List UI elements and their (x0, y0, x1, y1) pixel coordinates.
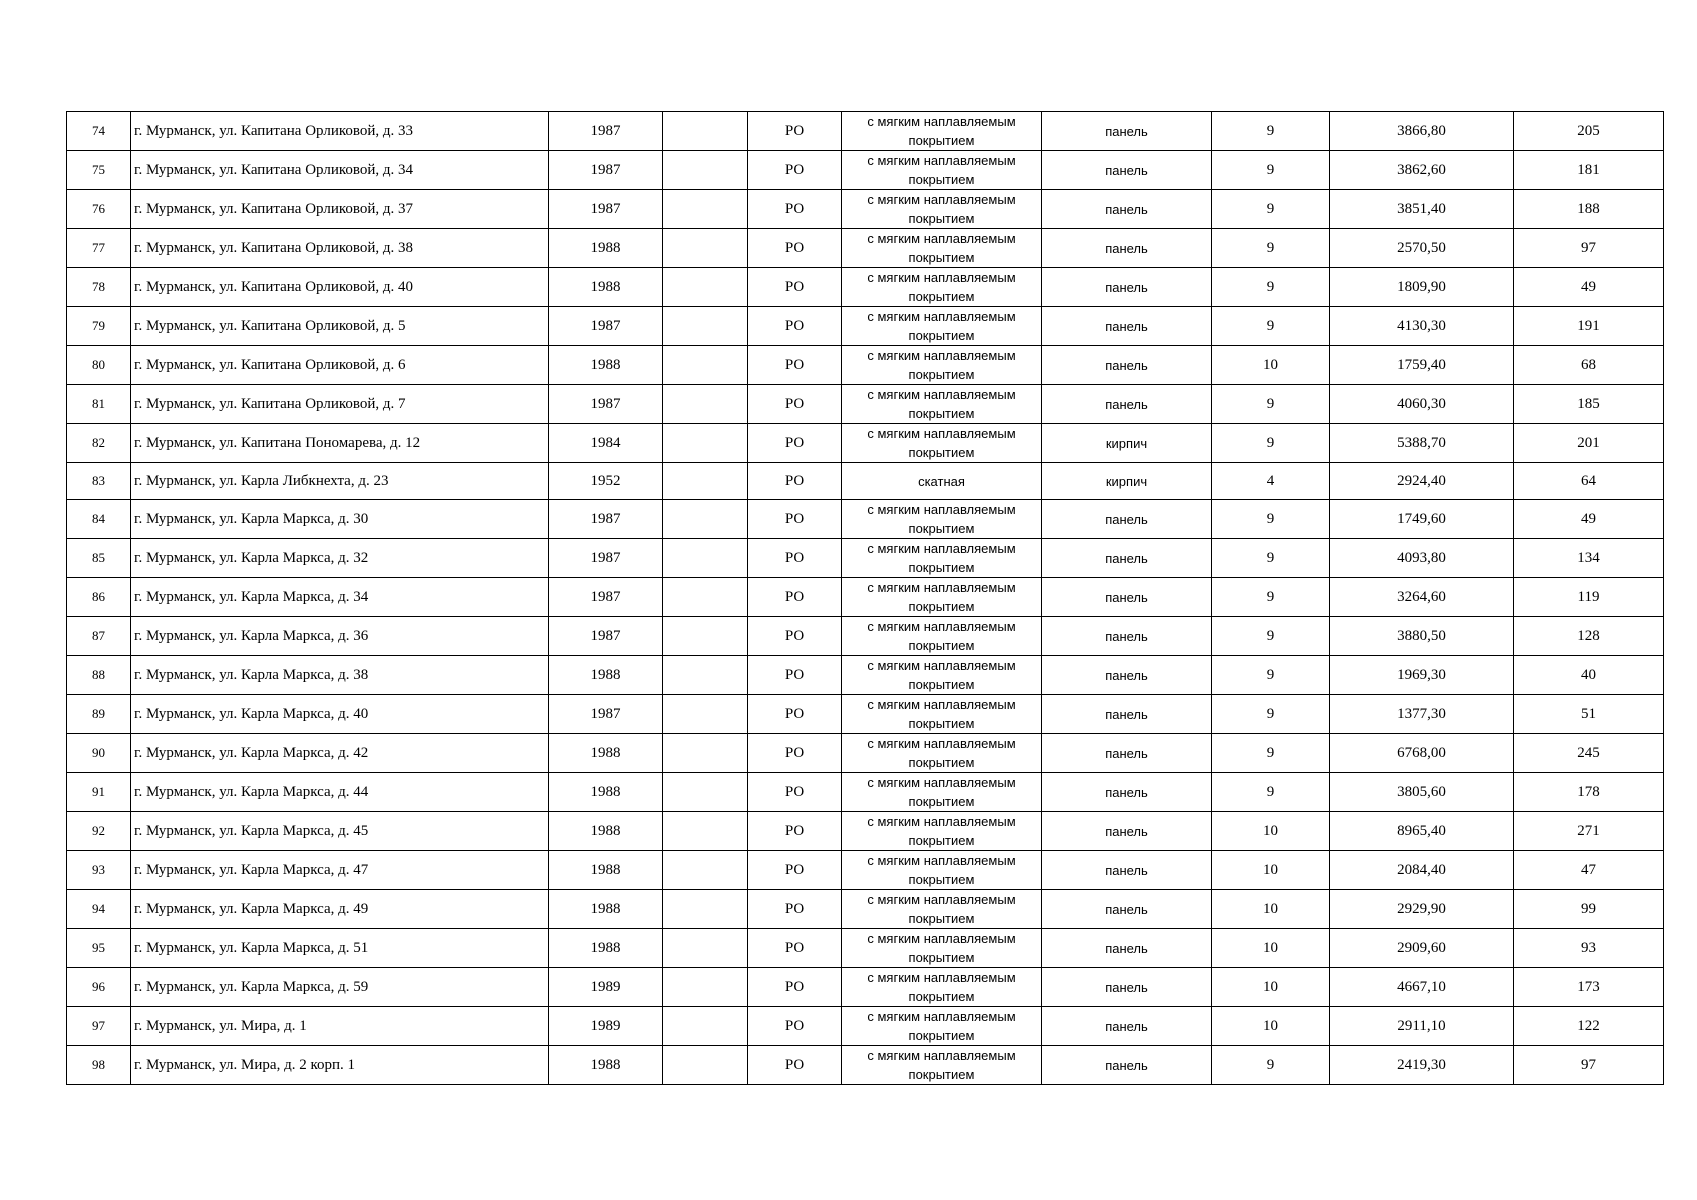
fund-method-cell: РО (748, 1007, 842, 1046)
roof-type-cell: с мягким наплавляемым покрытием (842, 539, 1042, 578)
year-cell: 1989 (549, 968, 663, 1007)
roof-type-cell: с мягким наплавляемым покрытием (842, 112, 1042, 151)
roof-type-cell: с мягким наплавляемым покрытием (842, 307, 1042, 346)
empty-cell (663, 307, 748, 346)
roof-type-cell: с мягким наплавляемым покрытием (842, 812, 1042, 851)
table-row (67, 890, 1664, 929)
address-cell: г. Мурманск, ул. Карла Маркса, д. 59 (131, 968, 549, 1007)
fund-method-cell: РО (748, 539, 842, 578)
table-row (67, 773, 1664, 812)
table-row (67, 385, 1664, 424)
area-cell: 1377,30 (1330, 695, 1514, 734)
roof-type-cell: с мягким наплавляемым покрытием (842, 268, 1042, 307)
table-row (67, 463, 1664, 500)
area-cell: 2909,60 (1330, 929, 1514, 968)
address-cell: г. Мурманск, ул. Карла Маркса, д. 40 (131, 695, 549, 734)
fund-method-cell: РО (748, 578, 842, 617)
table-row (67, 851, 1664, 890)
wall-material-cell: кирпич (1042, 463, 1212, 500)
fund-method-cell: РО (748, 656, 842, 695)
count-cell: 245 (1514, 734, 1664, 773)
table-row (67, 929, 1664, 968)
year-cell: 1988 (549, 229, 663, 268)
address-cell: г. Мурманск, ул. Карла Маркса, д. 34 (131, 578, 549, 617)
row-number-cell: 97 (67, 1007, 131, 1046)
count-cell: 201 (1514, 424, 1664, 463)
area-cell: 4130,30 (1330, 307, 1514, 346)
wall-material-cell: панель (1042, 307, 1212, 346)
address-cell: г. Мурманск, ул. Карла Маркса, д. 47 (131, 851, 549, 890)
wall-material-cell: панель (1042, 346, 1212, 385)
row-number-cell: 98 (67, 1046, 131, 1085)
row-number-cell: 92 (67, 812, 131, 851)
year-cell: 1988 (549, 268, 663, 307)
row-number-cell: 75 (67, 151, 131, 190)
fund-method-cell: РО (748, 929, 842, 968)
floors-cell: 9 (1212, 190, 1330, 229)
wall-material-cell: панель (1042, 617, 1212, 656)
wall-material-cell: панель (1042, 229, 1212, 268)
table-row (67, 656, 1664, 695)
fund-method-cell: РО (748, 112, 842, 151)
year-cell: 1988 (549, 734, 663, 773)
year-cell: 1987 (549, 617, 663, 656)
count-cell: 97 (1514, 1046, 1664, 1085)
table-row (67, 190, 1664, 229)
fund-method-cell: РО (748, 812, 842, 851)
floors-cell: 4 (1212, 463, 1330, 500)
address-cell: г. Мурманск, ул. Карла Маркса, д. 32 (131, 539, 549, 578)
roof-type-cell: с мягким наплавляемым покрытием (842, 773, 1042, 812)
floors-cell: 9 (1212, 539, 1330, 578)
fund-method-cell: РО (748, 890, 842, 929)
floors-cell: 10 (1212, 1007, 1330, 1046)
fund-method-cell: РО (748, 190, 842, 229)
fund-method-cell: РО (748, 773, 842, 812)
floors-cell: 10 (1212, 890, 1330, 929)
floors-cell: 10 (1212, 929, 1330, 968)
empty-cell (663, 968, 748, 1007)
fund-method-cell: РО (748, 346, 842, 385)
fund-method-cell: РО (748, 968, 842, 1007)
wall-material-cell: панель (1042, 112, 1212, 151)
count-cell: 49 (1514, 268, 1664, 307)
table-row (67, 617, 1664, 656)
roof-type-cell: с мягким наплавляемым покрытием (842, 695, 1042, 734)
table-row (67, 112, 1664, 151)
wall-material-cell: панель (1042, 968, 1212, 1007)
empty-cell (663, 229, 748, 268)
floors-cell: 9 (1212, 578, 1330, 617)
floors-cell: 10 (1212, 968, 1330, 1007)
empty-cell (663, 890, 748, 929)
roof-type-cell: с мягким наплавляемым покрытием (842, 151, 1042, 190)
row-number-cell: 77 (67, 229, 131, 268)
count-cell: 64 (1514, 463, 1664, 500)
floors-cell: 9 (1212, 424, 1330, 463)
roof-type-cell: с мягким наплавляемым покрытием (842, 229, 1042, 268)
area-cell: 2911,10 (1330, 1007, 1514, 1046)
table-row (67, 500, 1664, 539)
row-number-cell: 87 (67, 617, 131, 656)
wall-material-cell: панель (1042, 500, 1212, 539)
floors-cell: 9 (1212, 500, 1330, 539)
area-cell: 3866,80 (1330, 112, 1514, 151)
year-cell: 1988 (549, 346, 663, 385)
buildings-table (66, 111, 1664, 1085)
wall-material-cell: панель (1042, 1046, 1212, 1085)
table-row (67, 812, 1664, 851)
table-row (67, 268, 1664, 307)
floors-cell: 9 (1212, 695, 1330, 734)
roof-type-cell: с мягким наплавляемым покрытием (842, 929, 1042, 968)
count-cell: 99 (1514, 890, 1664, 929)
year-cell: 1987 (549, 578, 663, 617)
floors-cell: 9 (1212, 229, 1330, 268)
floors-cell: 9 (1212, 385, 1330, 424)
roof-type-cell: с мягким наплавляемым покрытием (842, 968, 1042, 1007)
wall-material-cell: панель (1042, 578, 1212, 617)
floors-cell: 10 (1212, 346, 1330, 385)
table-row (67, 695, 1664, 734)
row-number-cell: 81 (67, 385, 131, 424)
year-cell: 1952 (549, 463, 663, 500)
table-row (67, 346, 1664, 385)
year-cell: 1987 (549, 500, 663, 539)
address-cell: г. Мурманск, ул. Капитана Орликовой, д. 7 (131, 385, 549, 424)
fund-method-cell: РО (748, 1046, 842, 1085)
floors-cell: 9 (1212, 773, 1330, 812)
roof-type-cell: с мягким наплавляемым покрытием (842, 656, 1042, 695)
empty-cell (663, 929, 748, 968)
year-cell: 1988 (549, 890, 663, 929)
roof-type-cell: с мягким наплавляемым покрытием (842, 385, 1042, 424)
area-cell: 1749,60 (1330, 500, 1514, 539)
table-body (67, 112, 1664, 1085)
empty-cell (663, 346, 748, 385)
wall-material-cell: панель (1042, 539, 1212, 578)
wall-material-cell: панель (1042, 812, 1212, 851)
row-number-cell: 74 (67, 112, 131, 151)
year-cell: 1988 (549, 851, 663, 890)
address-cell: г. Мурманск, ул. Карла Маркса, д. 44 (131, 773, 549, 812)
count-cell: 40 (1514, 656, 1664, 695)
year-cell: 1988 (549, 773, 663, 812)
roof-type-cell: скатная (842, 463, 1042, 500)
address-cell: г. Мурманск, ул. Мира, д. 1 (131, 1007, 549, 1046)
area-cell: 2419,30 (1330, 1046, 1514, 1085)
table-row (67, 968, 1664, 1007)
fund-method-cell: РО (748, 851, 842, 890)
address-cell: г. Мурманск, ул. Карла Маркса, д. 49 (131, 890, 549, 929)
area-cell: 2570,50 (1330, 229, 1514, 268)
area-cell: 1759,40 (1330, 346, 1514, 385)
empty-cell (663, 190, 748, 229)
year-cell: 1988 (549, 1046, 663, 1085)
floors-cell: 9 (1212, 112, 1330, 151)
wall-material-cell: панель (1042, 385, 1212, 424)
address-cell: г. Мурманск, ул. Капитана Орликовой, д. 33 (131, 112, 549, 151)
roof-type-cell: с мягким наплавляемым покрытием (842, 346, 1042, 385)
area-cell: 4667,10 (1330, 968, 1514, 1007)
wall-material-cell: панель (1042, 929, 1212, 968)
year-cell: 1987 (549, 385, 663, 424)
area-cell: 4093,80 (1330, 539, 1514, 578)
count-cell: 68 (1514, 346, 1664, 385)
address-cell: г. Мурманск, ул. Карла Маркса, д. 45 (131, 812, 549, 851)
fund-method-cell: РО (748, 151, 842, 190)
count-cell: 173 (1514, 968, 1664, 1007)
year-cell: 1987 (549, 307, 663, 346)
year-cell: 1988 (549, 929, 663, 968)
roof-type-cell: с мягким наплавляемым покрытием (842, 190, 1042, 229)
roof-type-cell: с мягким наплавляемым покрытием (842, 424, 1042, 463)
empty-cell (663, 463, 748, 500)
floors-cell: 9 (1212, 307, 1330, 346)
count-cell: 49 (1514, 500, 1664, 539)
address-cell: г. Мурманск, ул. Карла Маркса, д. 36 (131, 617, 549, 656)
year-cell: 1987 (549, 151, 663, 190)
roof-type-cell: с мягким наплавляемым покрытием (842, 890, 1042, 929)
address-cell: г. Мурманск, ул. Капитана Орликовой, д. 34 (131, 151, 549, 190)
empty-cell (663, 151, 748, 190)
roof-type-cell: с мягким наплавляемым покрытием (842, 617, 1042, 656)
year-cell: 1987 (549, 539, 663, 578)
row-number-cell: 86 (67, 578, 131, 617)
row-number-cell: 94 (67, 890, 131, 929)
table-row (67, 1046, 1664, 1085)
table-row (67, 151, 1664, 190)
row-number-cell: 96 (67, 968, 131, 1007)
count-cell: 134 (1514, 539, 1664, 578)
row-number-cell: 90 (67, 734, 131, 773)
fund-method-cell: РО (748, 617, 842, 656)
empty-cell (663, 773, 748, 812)
address-cell: г. Мурманск, ул. Капитана Орликовой, д. 38 (131, 229, 549, 268)
wall-material-cell: панель (1042, 695, 1212, 734)
table-row (67, 307, 1664, 346)
row-number-cell: 80 (67, 346, 131, 385)
fund-method-cell: РО (748, 424, 842, 463)
area-cell: 3862,60 (1330, 151, 1514, 190)
empty-cell (663, 424, 748, 463)
count-cell: 51 (1514, 695, 1664, 734)
year-cell: 1988 (549, 812, 663, 851)
empty-cell (663, 112, 748, 151)
row-number-cell: 76 (67, 190, 131, 229)
address-cell: г. Мурманск, ул. Капитана Орликовой, д. 37 (131, 190, 549, 229)
roof-type-cell: с мягким наплавляемым покрытием (842, 734, 1042, 773)
empty-cell (663, 695, 748, 734)
row-number-cell: 95 (67, 929, 131, 968)
row-number-cell: 89 (67, 695, 131, 734)
wall-material-cell: панель (1042, 656, 1212, 695)
floors-cell: 9 (1212, 617, 1330, 656)
area-cell: 3880,50 (1330, 617, 1514, 656)
fund-method-cell: РО (748, 695, 842, 734)
count-cell: 119 (1514, 578, 1664, 617)
empty-cell (663, 578, 748, 617)
wall-material-cell: панель (1042, 773, 1212, 812)
table-row (67, 424, 1664, 463)
wall-material-cell: панель (1042, 890, 1212, 929)
floors-cell: 9 (1212, 1046, 1330, 1085)
row-number-cell: 79 (67, 307, 131, 346)
wall-material-cell: панель (1042, 268, 1212, 307)
address-cell: г. Мурманск, ул. Карла Маркса, д. 51 (131, 929, 549, 968)
year-cell: 1987 (549, 112, 663, 151)
year-cell: 1987 (549, 190, 663, 229)
count-cell: 188 (1514, 190, 1664, 229)
fund-method-cell: РО (748, 307, 842, 346)
address-cell: г. Мурманск, ул. Капитана Орликовой, д. 6 (131, 346, 549, 385)
floors-cell: 10 (1212, 812, 1330, 851)
address-cell: г. Мурманск, ул. Капитана Орликовой, д. 5 (131, 307, 549, 346)
wall-material-cell: панель (1042, 190, 1212, 229)
wall-material-cell: кирпич (1042, 424, 1212, 463)
wall-material-cell: панель (1042, 734, 1212, 773)
fund-method-cell: РО (748, 229, 842, 268)
row-number-cell: 78 (67, 268, 131, 307)
count-cell: 47 (1514, 851, 1664, 890)
area-cell: 2929,90 (1330, 890, 1514, 929)
table-row (67, 1007, 1664, 1046)
year-cell: 1987 (549, 695, 663, 734)
roof-type-cell: с мягким наплавляемым покрытием (842, 1046, 1042, 1085)
count-cell: 97 (1514, 229, 1664, 268)
area-cell: 3264,60 (1330, 578, 1514, 617)
wall-material-cell: панель (1042, 151, 1212, 190)
count-cell: 271 (1514, 812, 1664, 851)
empty-cell (663, 1046, 748, 1085)
row-number-cell: 83 (67, 463, 131, 500)
row-number-cell: 82 (67, 424, 131, 463)
area-cell: 1809,90 (1330, 268, 1514, 307)
area-cell: 4060,30 (1330, 385, 1514, 424)
count-cell: 205 (1514, 112, 1664, 151)
floors-cell: 9 (1212, 656, 1330, 695)
table-row (67, 578, 1664, 617)
empty-cell (663, 385, 748, 424)
area-cell: 2924,40 (1330, 463, 1514, 500)
empty-cell (663, 500, 748, 539)
empty-cell (663, 539, 748, 578)
area-cell: 1969,30 (1330, 656, 1514, 695)
count-cell: 128 (1514, 617, 1664, 656)
address-cell: г. Мурманск, ул. Карла Маркса, д. 38 (131, 656, 549, 695)
address-cell: г. Мурманск, ул. Капитана Орликовой, д. 40 (131, 268, 549, 307)
empty-cell (663, 851, 748, 890)
empty-cell (663, 656, 748, 695)
floors-cell: 9 (1212, 268, 1330, 307)
area-cell: 2084,40 (1330, 851, 1514, 890)
floors-cell: 9 (1212, 151, 1330, 190)
area-cell: 8965,40 (1330, 812, 1514, 851)
table-row (67, 229, 1664, 268)
address-cell: г. Мурманск, ул. Карла Либкнехта, д. 23 (131, 463, 549, 500)
roof-type-cell: с мягким наплавляемым покрытием (842, 578, 1042, 617)
address-cell: г. Мурманск, ул. Капитана Пономарева, д. 12 (131, 424, 549, 463)
row-number-cell: 93 (67, 851, 131, 890)
fund-method-cell: РО (748, 500, 842, 539)
wall-material-cell: панель (1042, 1007, 1212, 1046)
count-cell: 191 (1514, 307, 1664, 346)
address-cell: г. Мурманск, ул. Карла Маркса, д. 42 (131, 734, 549, 773)
address-cell: г. Мурманск, ул. Мира, д. 2 корп. 1 (131, 1046, 549, 1085)
row-number-cell: 84 (67, 500, 131, 539)
count-cell: 178 (1514, 773, 1664, 812)
row-number-cell: 85 (67, 539, 131, 578)
empty-cell (663, 617, 748, 656)
row-number-cell: 91 (67, 773, 131, 812)
fund-method-cell: РО (748, 463, 842, 500)
roof-type-cell: с мягким наплавляемым покрытием (842, 500, 1042, 539)
area-cell: 3805,60 (1330, 773, 1514, 812)
year-cell: 1984 (549, 424, 663, 463)
floors-cell: 10 (1212, 851, 1330, 890)
fund-method-cell: РО (748, 385, 842, 424)
fund-method-cell: РО (748, 268, 842, 307)
empty-cell (663, 268, 748, 307)
area-cell: 3851,40 (1330, 190, 1514, 229)
empty-cell (663, 1007, 748, 1046)
area-cell: 5388,70 (1330, 424, 1514, 463)
year-cell: 1989 (549, 1007, 663, 1046)
table-row (67, 734, 1664, 773)
row-number-cell: 88 (67, 656, 131, 695)
table-row (67, 539, 1664, 578)
area-cell: 6768,00 (1330, 734, 1514, 773)
count-cell: 122 (1514, 1007, 1664, 1046)
count-cell: 185 (1514, 385, 1664, 424)
floors-cell: 9 (1212, 734, 1330, 773)
roof-type-cell: с мягким наплавляемым покрытием (842, 851, 1042, 890)
empty-cell (663, 812, 748, 851)
count-cell: 93 (1514, 929, 1664, 968)
address-cell: г. Мурманск, ул. Карла Маркса, д. 30 (131, 500, 549, 539)
fund-method-cell: РО (748, 734, 842, 773)
count-cell: 181 (1514, 151, 1664, 190)
empty-cell (663, 734, 748, 773)
roof-type-cell: с мягким наплавляемым покрытием (842, 1007, 1042, 1046)
year-cell: 1988 (549, 656, 663, 695)
wall-material-cell: панель (1042, 851, 1212, 890)
